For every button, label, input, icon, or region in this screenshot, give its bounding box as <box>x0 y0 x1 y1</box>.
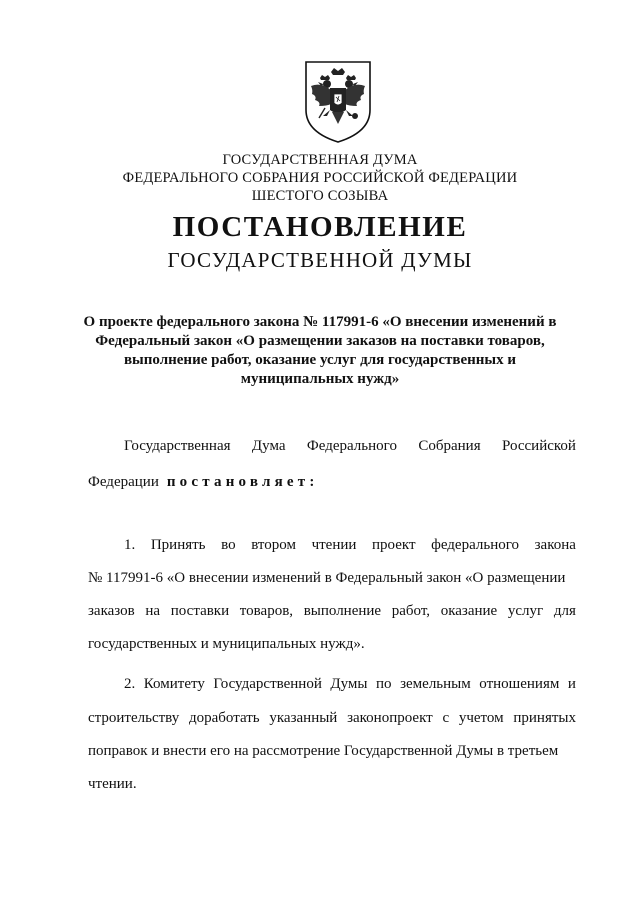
preamble-line-2 <box>88 474 576 491</box>
word: Федерального <box>306 438 397 454</box>
word: услуг <box>507 603 544 619</box>
word: Государственной <box>213 676 322 692</box>
word: и <box>567 676 576 692</box>
word: во <box>221 537 236 553</box>
word: заказов <box>88 603 135 619</box>
word: втором <box>251 537 296 553</box>
subject-line-1: О проекте федерального закона № 117991-6 «О внесении изменений в <box>83 314 557 330</box>
item1-line-3 <box>88 603 576 620</box>
subject-line-4: муниципальных нужд» <box>240 371 400 387</box>
subject-line-3: выполнение работ, оказание услуг для государственных и <box>123 352 517 368</box>
word: строительству <box>88 710 180 726</box>
word: доработать <box>188 710 260 726</box>
word: отношениям <box>479 676 560 692</box>
word: товаров, <box>239 603 294 619</box>
word: федерального <box>431 537 520 553</box>
word: на <box>145 603 161 619</box>
preamble-text: Федерации <box>88 474 159 490</box>
word: Думы <box>330 676 368 692</box>
word: по <box>376 676 392 692</box>
document-title: ПОСТАНОВЛЕНИЕ <box>172 211 468 243</box>
item2-line-1 <box>124 676 576 693</box>
item2-line-3: поправок и внести его на рассмотрение Государственной Думы в третьем <box>88 743 559 759</box>
word: для <box>553 603 576 619</box>
coat-of-arms-emblem <box>303 60 373 144</box>
document-subtitle: ГОСУДАРСТВЕННОЙ ДУМЫ <box>167 248 473 272</box>
word: земельным <box>400 676 471 692</box>
word: проект <box>372 537 416 553</box>
word: Комитету <box>143 676 205 692</box>
word: Дума <box>251 438 286 454</box>
item1-line-2: № 117991-6 «О внесении изменений в Федеральный закон «О размещении <box>88 570 566 586</box>
double-headed-eagle-icon <box>303 60 373 144</box>
org-name-line-2: ФЕДЕРАЛЬНОГО СОБРАНИЯ РОССИЙСКОЙ ФЕДЕРАЦИИ <box>122 170 518 186</box>
word: 2. <box>124 676 136 692</box>
word: работ, <box>391 603 431 619</box>
word: чтении <box>311 537 357 553</box>
word: оказание <box>440 603 498 619</box>
word: Государственная <box>124 438 231 454</box>
word: выполнение <box>303 603 382 619</box>
decision-word: постановляет: <box>166 474 319 490</box>
item2-line-2 <box>88 710 576 727</box>
org-name-line-1: ГОСУДАРСТВЕННАЯ ДУМА <box>222 152 418 168</box>
word: 1. <box>124 537 136 553</box>
preamble-line-1 <box>124 438 576 455</box>
word: с <box>442 710 450 726</box>
convocation-line: ШЕСТОГО СОЗЫВА <box>251 188 389 204</box>
word: Принять <box>150 537 206 553</box>
word: поставки <box>170 603 230 619</box>
word: законопроект <box>347 710 433 726</box>
item2-line-4: чтении. <box>88 776 137 792</box>
word: учетом <box>458 710 504 726</box>
word: закона <box>534 537 576 553</box>
word: Собрания <box>418 438 481 454</box>
word: принятых <box>513 710 576 726</box>
subject-line-2: Федеральный закон «О размещении заказов на поставки товаров, <box>95 333 545 349</box>
word: Российской <box>502 438 576 454</box>
word: указанный <box>269 710 338 726</box>
item1-line-4: государственных и муниципальных нужд». <box>88 636 365 652</box>
item1-line-1 <box>124 537 576 554</box>
